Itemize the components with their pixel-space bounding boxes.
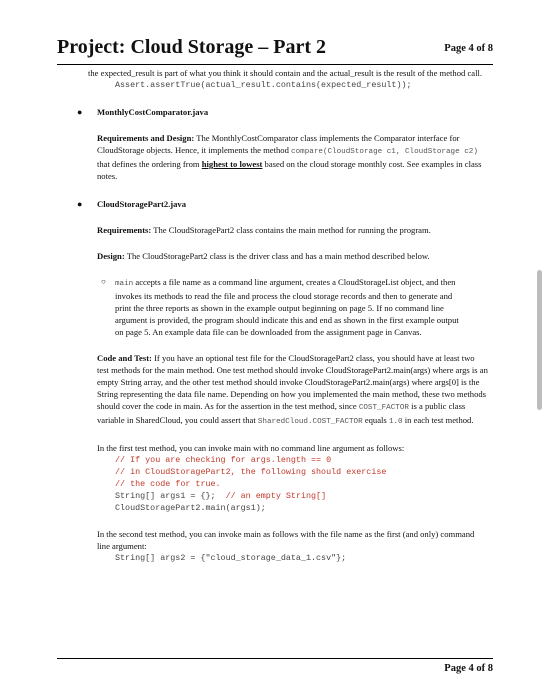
- vertical-scrollbar[interactable]: [537, 270, 542, 410]
- document-title: Project: Cloud Storage – Part 2: [57, 36, 327, 58]
- design-label: Design:: [97, 251, 125, 261]
- code-and-test-text-2: is a public class variable in SharedCloud, you could assert that: [97, 401, 466, 425]
- highest-to-lowest-emphasis: highest to lowest: [201, 159, 263, 169]
- code-and-test-text-4: in each test method.: [402, 415, 474, 425]
- bullet-cloudstoragepart2: [77, 198, 488, 210]
- comparator-label: Requirements and Design:: [97, 133, 195, 143]
- main-method-text: accepts a file name as a command line argument, creates a CloudStorageList object, and then invokes its methods to read the file and process the cloud storage records and then to generate and print the three reports as shown in the example output beginning on page 5. If no command line argument is provided, the program should indicate this and end as shown in the first example output on page 5. An example data file can be downloaded from the assignment page in Canvas.: [115, 277, 459, 337]
- main-call-line: CloudStoragePart2.main(args1);: [115, 503, 266, 513]
- args2-declaration-line: String[] args2 = {"cloud_storage_data_1.csv"};: [115, 553, 347, 563]
- code-comment-line: // If you are checking for args.length == 0: [115, 455, 332, 465]
- one-point-zero-code: 1.0: [388, 418, 403, 426]
- comparator-heading: MonthlyCostComparator.java: [97, 107, 209, 117]
- second-test-paragraph: In the second test method, you can invoke main as follows with the file name as the first (and only) command line argument:: [97, 529, 475, 551]
- bullet-icon: ●: [77, 107, 83, 117]
- code-and-test-text-1: If you have an optional test file for the CloudStoragePart2 class, you should have at least two test methods for the main method. One test method should invoke CloudStoragePart2.main(args) where args is an empty String array, and the other test method should invoke CloudStoragePart2.main(args) where args[0] is the String representing the data file name. Depending on how you implemented the main method, these two methods should cover the code in main. As for the assertion in the test method, since: [97, 353, 488, 411]
- cost-factor-code: COST_FACTOR: [358, 404, 409, 412]
- args1-declaration: String[] args1 = {};: [115, 491, 226, 501]
- code-and-test-paragraph: [97, 352, 488, 428]
- args1-comment: // an empty String[]: [225, 491, 327, 501]
- comparator-paragraph: [97, 132, 488, 182]
- code-and-test-label: Code and Test:: [97, 353, 152, 363]
- code-and-test-text-3: equals: [362, 415, 389, 425]
- part2-heading: CloudStoragePart2.java: [97, 199, 187, 209]
- header-page-number: Page 4 of 8: [444, 43, 493, 54]
- comparator-text-1: The MonthlyCostComparator class implements the Comparator interface for CloudStorage objects. Hence, it implements the method: [97, 133, 460, 155]
- design-paragraph: [97, 250, 488, 262]
- compare-method-code: compare(CloudStorage c1, CloudStorage c2): [291, 148, 478, 156]
- code-comment-line: // the code for true.: [115, 479, 221, 489]
- bullet-comparator: [77, 106, 488, 118]
- main-method-code: main: [115, 280, 134, 288]
- design-text: The CloudStoragePart2 class is the driver class and has a main method described below.: [124, 251, 430, 261]
- args1-declaration-line: [115, 490, 488, 502]
- intro-paragraph: the expected_result is part of what you think it should contain and the actual_result is the result of the method call.: [88, 68, 483, 78]
- first-test-paragraph: In the first test method, you can invoke main with no command line argument as follows:: [97, 443, 405, 453]
- assert-code-line: Assert.assertTrue(actual_result.contains(expected_result));: [115, 80, 412, 90]
- page-header: [57, 36, 493, 62]
- bullet-icon: ●: [77, 199, 83, 209]
- comparator-text-3: based on the cloud storage monthly cost. See examples in class notes.: [97, 159, 482, 181]
- footer-page-number: Page 4 of 8: [444, 663, 493, 674]
- requirements-paragraph: [97, 224, 488, 236]
- first-test-code-block: [88, 454, 488, 514]
- header-divider: [57, 64, 493, 65]
- circle-bullet-icon: ○: [101, 277, 106, 286]
- sharedcloud-cost-factor-code: SharedCloud.COST_FACTOR: [257, 418, 363, 426]
- code-comment-line: // in CloudStoragePart2, the following should exercise: [115, 467, 387, 477]
- requirements-label: Requirements:: [97, 225, 152, 235]
- page-content: [77, 67, 488, 564]
- footer-divider: [57, 658, 493, 659]
- requirements-text: The CloudStoragePart2 class contains the main method for running the program.: [151, 225, 431, 235]
- main-method-bullet: [101, 276, 468, 338]
- comparator-text-2: that defines the ordering from: [97, 159, 202, 169]
